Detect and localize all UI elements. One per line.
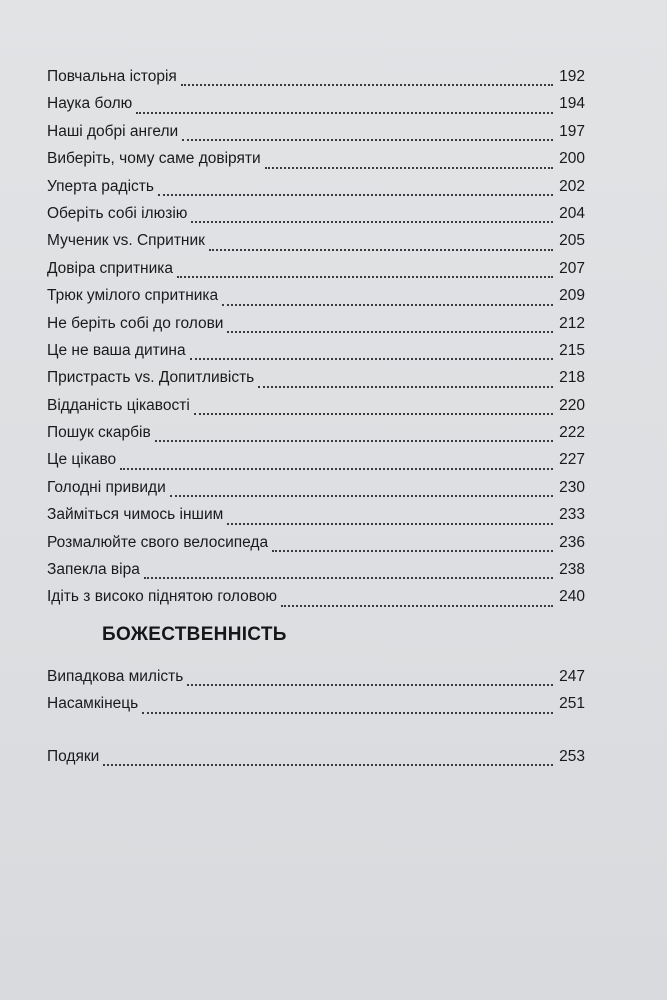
toc-entry [47, 556, 585, 583]
toc-entry [47, 501, 585, 528]
toc-entry-page: 197 [559, 122, 585, 140]
toc-dot-leader [142, 712, 553, 714]
toc-entry-title: Випадкова милість [47, 668, 184, 685]
toc-entry-page: 220 [559, 396, 585, 414]
toc-entry-page: 204 [559, 204, 585, 222]
toc-entry [47, 446, 585, 473]
toc-dot-leader [103, 764, 553, 766]
toc-list-thanks [47, 743, 585, 770]
toc-entry-title: Відданість цікавості [47, 396, 190, 414]
toc-entry-title: Насамкінець [47, 695, 139, 713]
toc-entry [47, 529, 585, 556]
toc-dot-leader [136, 112, 553, 114]
toc-entry [47, 90, 585, 117]
toc-dot-leader [182, 139, 553, 141]
toc-entry [47, 173, 585, 200]
toc-dot-leader [194, 413, 553, 415]
toc-entry [47, 255, 585, 282]
toc-entry-title: Займіться чимось іншим [47, 506, 224, 524]
toc-entry [47, 63, 585, 90]
toc-dot-leader [209, 249, 553, 251]
toc-entry [47, 419, 585, 446]
toc-dot-leader [258, 386, 553, 388]
toc-entry-title: Довіра спритника [47, 259, 173, 277]
toc-entry-page: 207 [559, 259, 585, 277]
toc-entry [47, 364, 585, 391]
toc-entry [47, 690, 585, 717]
toc-dot-leader [191, 221, 553, 223]
toc-entry-page: 212 [559, 314, 585, 332]
toc-entry-title: Наука болю [47, 95, 133, 113]
toc-entry-page: 205 [559, 232, 585, 250]
toc-entry [47, 200, 585, 227]
toc-dot-leader [181, 84, 553, 86]
toc-dot-leader [265, 167, 553, 169]
toc-entry [47, 118, 585, 145]
toc-entry-title: Це цікаво [47, 451, 117, 469]
toc-entry [47, 583, 585, 610]
toc-entry [47, 663, 585, 690]
toc-entry-title: Це не ваша дитина [47, 341, 186, 359]
toc-entry-title: Не беріть собі до голови [47, 314, 224, 332]
toc-entry-page: 227 [559, 451, 585, 469]
toc-entry-page: 209 [559, 287, 585, 305]
toc-dot-leader [187, 684, 553, 686]
toc-entry [47, 227, 585, 254]
toc-entry-title: Наші добрі ангели [47, 122, 179, 140]
toc-entry-title: Виберіть, чому саме довіряти [47, 150, 261, 168]
toc-entry-page: 247 [559, 668, 585, 685]
toc-entry [47, 310, 585, 337]
toc-entry-page: 192 [559, 68, 585, 85]
toc-entry-title: Подяки [47, 748, 100, 765]
toc-list-main [47, 63, 585, 611]
toc-entry-title: Запекла віра [47, 561, 140, 579]
toc-dot-leader [272, 550, 553, 552]
toc-entry-page: 236 [559, 533, 585, 551]
toc-entry-title: Оберіть собі ілюзію [47, 204, 188, 222]
toc-entry-title: Трюк умілого спритника [47, 287, 219, 305]
toc-entry [47, 392, 585, 419]
toc-entry-title: Розмалюйте свого велосипеда [47, 533, 269, 551]
toc-dot-leader [227, 331, 553, 333]
toc-entry-page: 202 [559, 177, 585, 195]
toc-entry-title: Голодні привиди [47, 478, 166, 496]
toc-dot-leader [144, 577, 553, 579]
toc-entry [47, 145, 585, 172]
toc-entry-page: 238 [559, 561, 585, 579]
toc-entry [47, 337, 585, 364]
toc-dot-leader [281, 605, 553, 607]
toc-dot-leader [158, 194, 553, 196]
toc-dot-leader [120, 468, 553, 470]
toc-entry-page: 215 [559, 341, 585, 359]
toc-entry-page: 251 [559, 695, 585, 713]
toc-entry [47, 282, 585, 309]
section-heading: БОЖЕСТВЕННІСТЬ [102, 624, 287, 645]
toc-dot-leader [177, 276, 553, 278]
toc-entry-title: Пристрасть vs. Допитливість [47, 369, 255, 387]
toc-entry-title: Повчальна історія [47, 68, 177, 85]
toc-entry-page: 240 [559, 588, 585, 606]
toc-entry-page: 194 [559, 95, 585, 113]
toc-dot-leader [155, 440, 553, 442]
toc-dot-leader [170, 495, 553, 497]
toc-dot-leader [190, 358, 553, 360]
toc-list-divine [47, 663, 585, 718]
toc-entry-page: 253 [559, 748, 585, 765]
toc-entry-page: 233 [559, 506, 585, 524]
toc-entry-page: 218 [559, 369, 585, 387]
toc-entry-title: Ідіть з високо піднятою головою [47, 588, 278, 606]
toc-entry-page: 230 [559, 478, 585, 496]
toc-entry-page: 222 [559, 424, 585, 442]
toc-entry-title: Мученик vs. Спритник [47, 232, 205, 250]
toc-dot-leader [227, 523, 553, 525]
toc-entry-title: Пошук скарбів [47, 424, 151, 442]
toc-entry [47, 474, 585, 501]
toc-entry-title: Уперта радість [47, 177, 154, 195]
toc-dot-leader [222, 304, 553, 306]
toc-entry [47, 743, 585, 770]
toc-entry-page: 200 [559, 150, 585, 168]
